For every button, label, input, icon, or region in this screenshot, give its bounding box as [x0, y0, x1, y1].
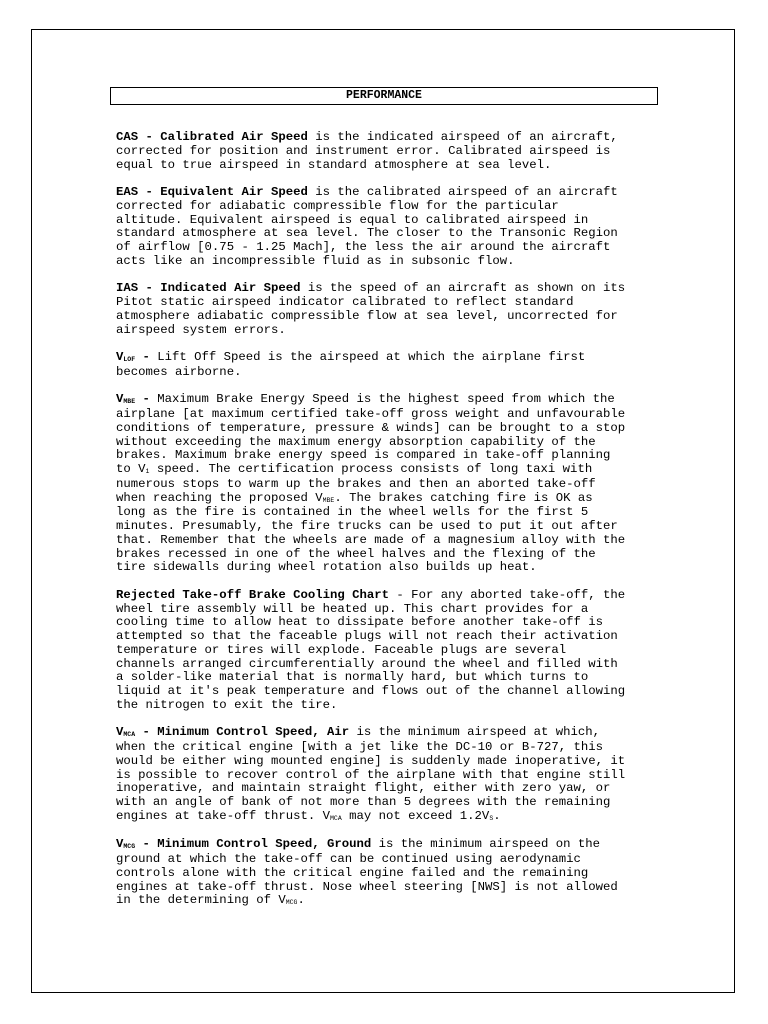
term-label: IAS - Indicated Air Speed — [116, 281, 301, 296]
document-body — [116, 131, 656, 923]
page-title-text: PERFORMANCE — [346, 89, 422, 102]
paragraph-text: is the minimum airspeed at which, when the critical engine [with a jet like the DC-10 or B-727, this would be either wing mounted engine] is suddenly made inoperative, it is possible to recover control of the airplane with that engine still inoperative, and maintain straight flight, either with zero yaw, or with an angle of bank of not more than 5 degrees with the remaining engines at take-off thrust. V — [116, 725, 626, 823]
term-label: EAS - Equivalent Air Speed — [116, 185, 308, 199]
term-label: CAS - Calibrated Air Speed — [116, 130, 308, 144]
term-label: - — [135, 350, 150, 364]
paragraph-vlof — [116, 351, 656, 380]
subscript: MBE — [123, 398, 136, 406]
subscript: MCA — [330, 814, 342, 822]
subscript: MCA — [123, 731, 136, 739]
term-label: - Minimum Control Speed, Ground — [135, 837, 372, 852]
subscript: S — [489, 814, 494, 822]
term-label: Rejected Take-off Brake Cooling Chart — [116, 587, 390, 602]
subscript: MBE — [322, 496, 335, 504]
paragraph-text: speed. The certification process consists of long taxi with numerous stops to warm up the brakes and then an aborted take-off when reaching the proposed V — [116, 462, 596, 505]
subscript: 1 — [145, 468, 150, 475]
subscript: LOF — [123, 356, 136, 363]
paragraph-text: is the indicated airspeed of an aircraft, corrected for position and instrument error. Calibrated airspeed is equal to true airspeed in standard atmosphere at sea level. — [116, 130, 618, 172]
paragraph-vmca — [116, 726, 656, 824]
term-label: V — [116, 837, 124, 852]
paragraph-text: . — [297, 893, 305, 908]
paragraph-text: is the minimum airspeed on the ground at which the take-off can be continued using aerodynamic controls alone with the critical engine failed and the remaining engines at take-off thrust. Nose wheel steering [NWS] is not allowed in the determining of V — [116, 837, 618, 908]
term-label: - Minimum Control Speed, Air — [135, 725, 350, 740]
paragraph-vmbe — [116, 393, 656, 575]
paragraph-text: . — [493, 808, 501, 823]
paragraph-text: - For any aborted take-off, the wheel tire assembly will be heated up. This chart provides for a cooling time to allow heat to dissipate before another take-off is attempted so that the faceable plugs will not reach their activation temperature or tires will explode. Faceable plugs are several channels arranged circumferentially around the wheel and filled with a solder-like material that is normally hard, but which turns to liquid at it's peak temperature and flows out of the channel allowing the nitrogen to exit the tire. — [116, 587, 626, 712]
term-label: - — [135, 392, 150, 407]
paragraph-text: Maximum Brake Energy Speed is the highest speed from which the airplane [at maximum certified take-off gross weight and unfavourable conditions of temperature, pressure & winds] can be brought to a stop without exceeding the maximum energy absorption capability of the brakes. Maximum brake energy speed is compared in take-off planning to V — [116, 392, 626, 476]
paragraph-text: is the calibrated airspeed of an aircraft corrected for adiabatic compressible flow for the particular altitude. Equivalent airspeed is equal to calibrated airspeed in standard atmosphere at sea level. The closer to the Transonic Region of airflow [0.75 - 1.25 Mach], the less the air around the aircraft acts like an incompressible fluid as in subsonic flow. — [116, 185, 618, 268]
paragraph-cas — [116, 131, 656, 172]
page-title — [110, 87, 658, 105]
paragraph-text: Lift Off Speed is the airspeed at which the airplane first becomes airborne. — [116, 350, 586, 379]
paragraph-rejected — [116, 589, 656, 713]
subscript: MCG — [285, 899, 298, 907]
term-label: V — [116, 392, 124, 407]
paragraph-text: is the speed of an aircraft as shown on its Pitot static airspeed indicator calibrated to reflect standard atmosphere adiabatic compressible flow at sea level, uncorrected for airspeed system errors. — [116, 281, 626, 337]
term-label: V — [116, 350, 124, 364]
paragraph-text: . The brakes catching fire is OK as long as the fire is contained in the wheel wells for the first 5 minutes. Presumably, the fire trucks can be used to put it out after that. Remember that the wheels are made of a magnesium alloy with the brakes recessed in one of the wheel halves and the flexing of the tire sidewalls during wheel rotation also builds up heat. — [116, 490, 626, 575]
paragraph-ias — [116, 282, 656, 337]
subscript: MCG — [123, 843, 136, 851]
paragraph-vmcg — [116, 838, 656, 909]
term-label: V — [116, 725, 124, 740]
paragraph-text: may not exceed 1.2V — [341, 808, 490, 823]
paragraph-eas — [116, 186, 656, 269]
